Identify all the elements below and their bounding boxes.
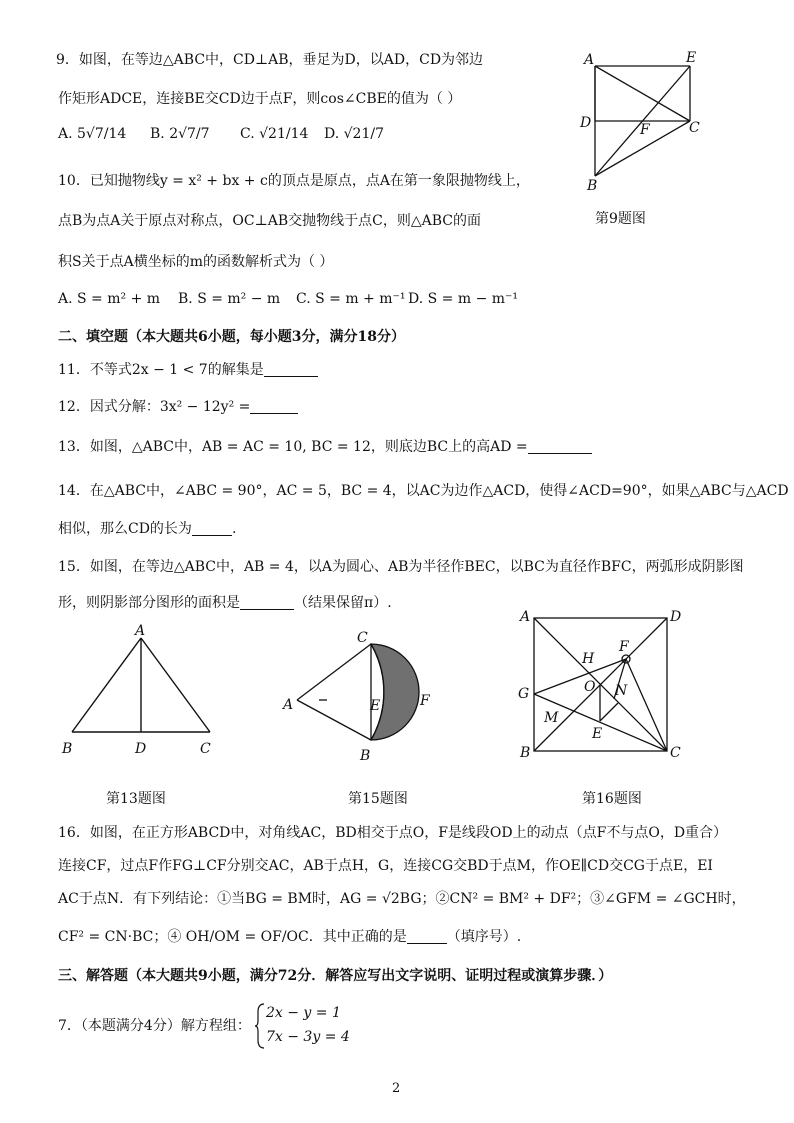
q10-line2: 点B为点A关于原点对称点，OC⊥AB交抛物线于点C，则△ABC的面	[58, 213, 481, 229]
q11-text: 11．不等式2x − 1 < 7的解集是	[58, 362, 264, 378]
figure-q13	[55, 620, 235, 760]
fig15-label-e: E	[370, 698, 381, 714]
q16-text: CF² = CN·BC；④ OH/OM = OF/OC．其中正确的是	[58, 929, 407, 945]
q17-text: 7．（本题满分4分）解方程组：	[58, 1018, 251, 1034]
fig9-label-d: D	[580, 115, 592, 131]
q13-caption: 第13题图	[106, 791, 166, 807]
q15-answer-blank[interactable]	[240, 595, 294, 610]
fig15-label-a: A	[283, 697, 294, 713]
fig16-label-f: F	[619, 639, 629, 655]
q9-option-d: D. √21/7	[324, 126, 384, 142]
q16-note: （填序号）.	[446, 929, 522, 945]
fig16-label-m: M	[544, 710, 559, 726]
q14-period: .	[231, 521, 237, 537]
q12-line	[58, 397, 298, 417]
figure-q15	[275, 630, 445, 770]
fig15-label-f: F	[420, 693, 430, 709]
section-3-title: 三、解答题（本大题共9小题，满分72分．解答应写出文字说明、证明过程或演算步骤．）	[58, 968, 613, 984]
q16-line3: AC于点N．有下列结论：①当BG = BM时，AG = √2BG；②CN² = BM² + DF²；③∠GFM = ∠GCH时，	[58, 891, 746, 907]
fig15-label-b: B	[360, 748, 371, 764]
q9-option-b: B. 2√7/7	[150, 126, 210, 142]
q9-line2: 作矩形ADCE，连接BE交CD边于点F，则cos∠CBE的值为（ ）	[58, 91, 462, 107]
q14-line2	[58, 519, 236, 539]
q9-option-c: C. √21/14	[240, 126, 309, 142]
fig9-label-a: A	[584, 52, 595, 68]
figure-q9	[575, 48, 705, 198]
q13-line	[58, 437, 592, 457]
section-2-title: 二、填空题（本大题共6小题，每小题3分，满分18分）	[58, 329, 405, 345]
q16-line2: 连接CF，过点F作FG⊥CF分别交AC，AB于点H，G，连接CG交BD于点M，作OE∥CD交CG于点E，EI	[58, 858, 713, 874]
fig13-label-c: C	[200, 741, 211, 757]
q11-answer-blank[interactable]	[264, 362, 318, 377]
fig16-label-h: H	[582, 651, 595, 667]
fig16-label-d: D	[670, 609, 682, 625]
q12-answer-blank[interactable]	[250, 399, 298, 414]
q15-line1: 15．如图，在等边△ABC中，AB = 4，以A为圆心、AB为半径作BEC，以BC为直径作BFC，两弧形成阴影图	[58, 559, 744, 575]
q16-line1: 16．如图，在正方形ABCD中，对角线AC，BD相交于点O，F是线段OD上的动点（点F不与点O，D重合）	[58, 825, 728, 841]
q17-brace	[254, 1002, 266, 1050]
q14-answer-blank[interactable]	[192, 521, 232, 536]
q15-note: （结果保留π）.	[294, 595, 392, 611]
figure-q16	[510, 605, 690, 765]
q9-line1: 9．如图，在等边△ABC中，CD⊥AB，垂足为D，以AD，CD为邻边	[56, 52, 484, 68]
fig16-label-a: A	[520, 609, 531, 625]
q9-caption: 第9题图	[595, 211, 646, 227]
q10-line1: 10．已知抛物线y = x² + bx + c的顶点是原点，点A在第一象限抛物线上，	[58, 173, 530, 189]
fig13-label-b: B	[62, 741, 73, 757]
q10-option-c: C. S = m + m⁻¹	[296, 291, 406, 307]
fig16-label-o: O	[584, 679, 596, 695]
q14-text: 相似，那么CD的长为	[58, 521, 192, 537]
q15-line2	[58, 593, 392, 613]
fig16-label-n: N	[615, 683, 628, 699]
fig13-label-d: D	[135, 741, 147, 757]
q16-caption: 第16题图	[582, 791, 642, 807]
fig15-label-c: C	[357, 630, 368, 646]
q10-option-b: B. S = m² − m	[178, 291, 281, 307]
q13-text: 13．如图，△ABC中，AB = AC = 10, BC = 12，则底边BC上的高AD =	[58, 439, 528, 455]
fig16-label-b: B	[520, 745, 531, 761]
page-number: 2	[392, 1081, 401, 1096]
q11-line	[58, 360, 318, 380]
q13-answer-blank[interactable]	[528, 439, 592, 454]
q10-option-d: D. S = m − m⁻¹	[408, 291, 519, 307]
fig13-label-a: A	[135, 623, 146, 639]
q16-answer-blank[interactable]	[407, 929, 447, 944]
q12-text: 12．因式分解：3x² − 12y² =	[58, 399, 251, 415]
q17-equation-1: 2x − y = 1	[266, 1005, 341, 1021]
fig16-label-g: G	[518, 686, 530, 702]
fig9-label-f: F	[640, 122, 650, 138]
q10-option-a: A. S = m² + m	[58, 291, 161, 307]
q9-option-a: A. 5√7/14	[58, 126, 127, 142]
fig9-label-c: C	[689, 120, 700, 136]
fig16-label-c: C	[670, 745, 681, 761]
q10-line3: 积S关于点A横坐标的m的函数解析式为（ ）	[58, 254, 334, 270]
q15-caption: 第15题图	[348, 791, 408, 807]
fig16-label-e: E	[592, 726, 603, 742]
q15-text: 形，则阴影部分图形的面积是	[58, 595, 240, 611]
q16-line4	[58, 927, 521, 947]
q14-line1: 14．在△ABC中，∠ABC = 90°，AC = 5，BC = 4，以AC为边作△ACD，使得∠ACD=90°，如果△ABC与△ACD	[58, 483, 789, 499]
q17-equation-2: 7x − 3y = 4	[266, 1029, 350, 1045]
fig9-label-b: B	[587, 178, 598, 194]
fig9-label-e: E	[686, 50, 697, 66]
